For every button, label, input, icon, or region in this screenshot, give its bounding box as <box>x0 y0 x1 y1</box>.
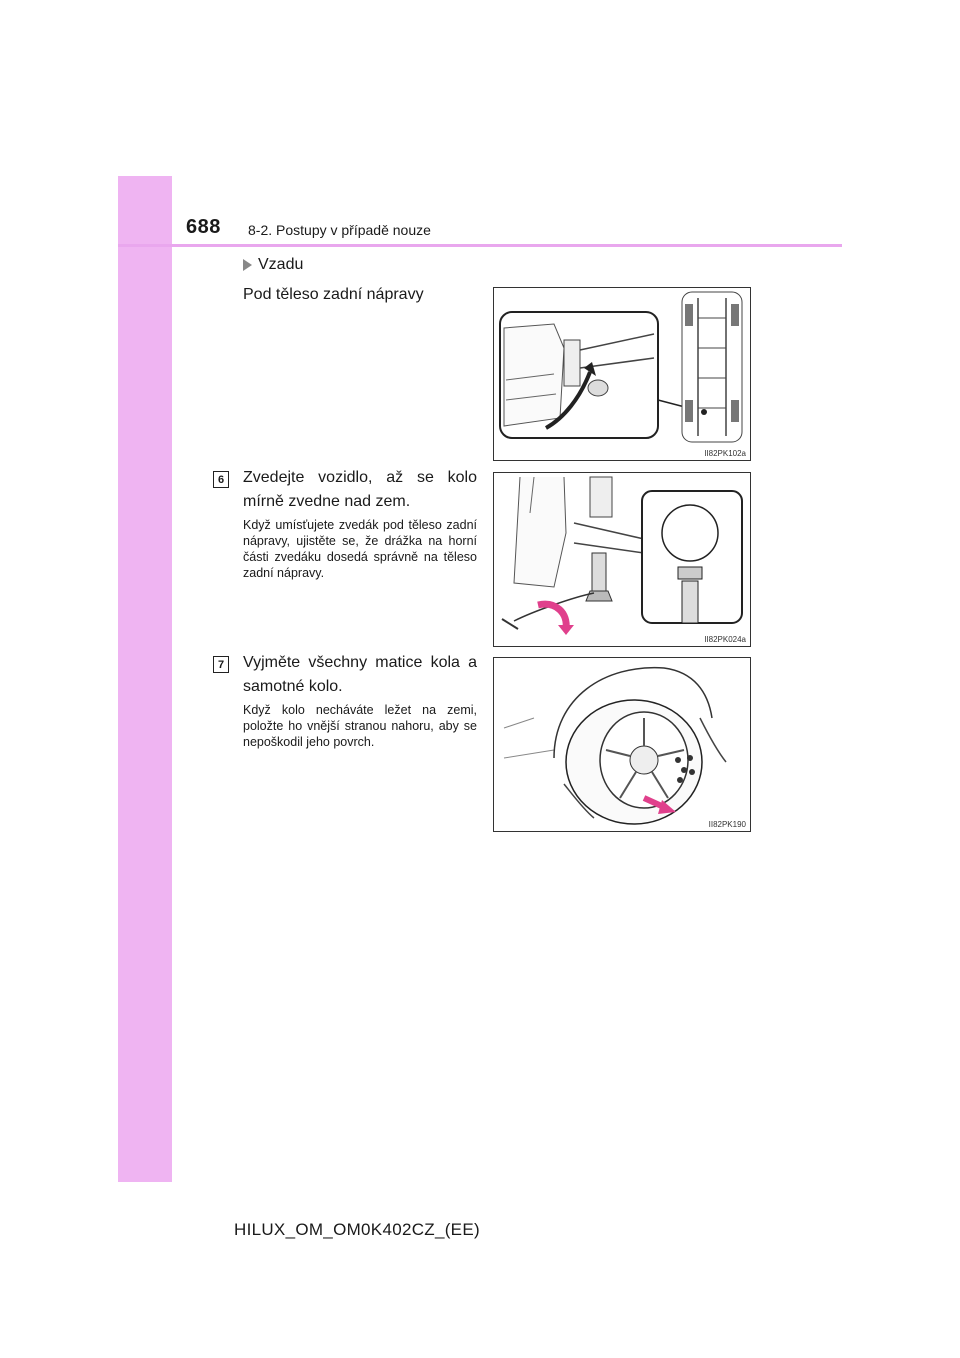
figure-rear-axle <box>493 287 751 461</box>
rear-axle-jack-point-icon <box>494 288 750 460</box>
step-note: Když umísťujete zvedák pod těleso zadní nápravy, ujistěte se, že drážka na horní části zvedáku dosedá správně na těleso zadní nápravy. <box>243 518 477 580</box>
triangle-bullet-icon <box>243 259 252 271</box>
figure-jack <box>493 472 751 647</box>
step-title: Vyjměte všechny matice kola a samotné kolo. <box>243 654 477 695</box>
bullet-rear <box>243 256 303 274</box>
step-note: Když kolo necháváte ležet na zemi, položte ho vnější stranou nahoru, aby se nepoškodil jeho povrch. <box>243 703 477 749</box>
wheel-removal-icon <box>494 658 750 831</box>
section-title: 8-2. Postupy v případě nouze <box>248 222 431 238</box>
jack-under-axle-icon <box>494 473 750 646</box>
page-number: 688 <box>186 216 221 238</box>
side-band <box>118 176 172 1182</box>
step-title: Zvedejte vozidlo, až se kolo mírně zvedne nad zem. <box>243 469 477 510</box>
step-number: 6 <box>213 471 229 488</box>
figure-code: II82PK024a <box>704 635 746 644</box>
figure-code: II82PK102a <box>704 449 746 458</box>
bullet-label: Vzadu <box>258 256 304 273</box>
sub-heading: Pod těleso zadní nápravy <box>243 286 424 303</box>
document-code: HILUX_OM_OM0K402CZ_(EE) <box>234 1220 480 1239</box>
figure-wheel <box>493 657 751 832</box>
header-rule <box>118 244 842 247</box>
figure-code: II82PK190 <box>708 820 746 829</box>
step-number: 7 <box>213 656 229 673</box>
